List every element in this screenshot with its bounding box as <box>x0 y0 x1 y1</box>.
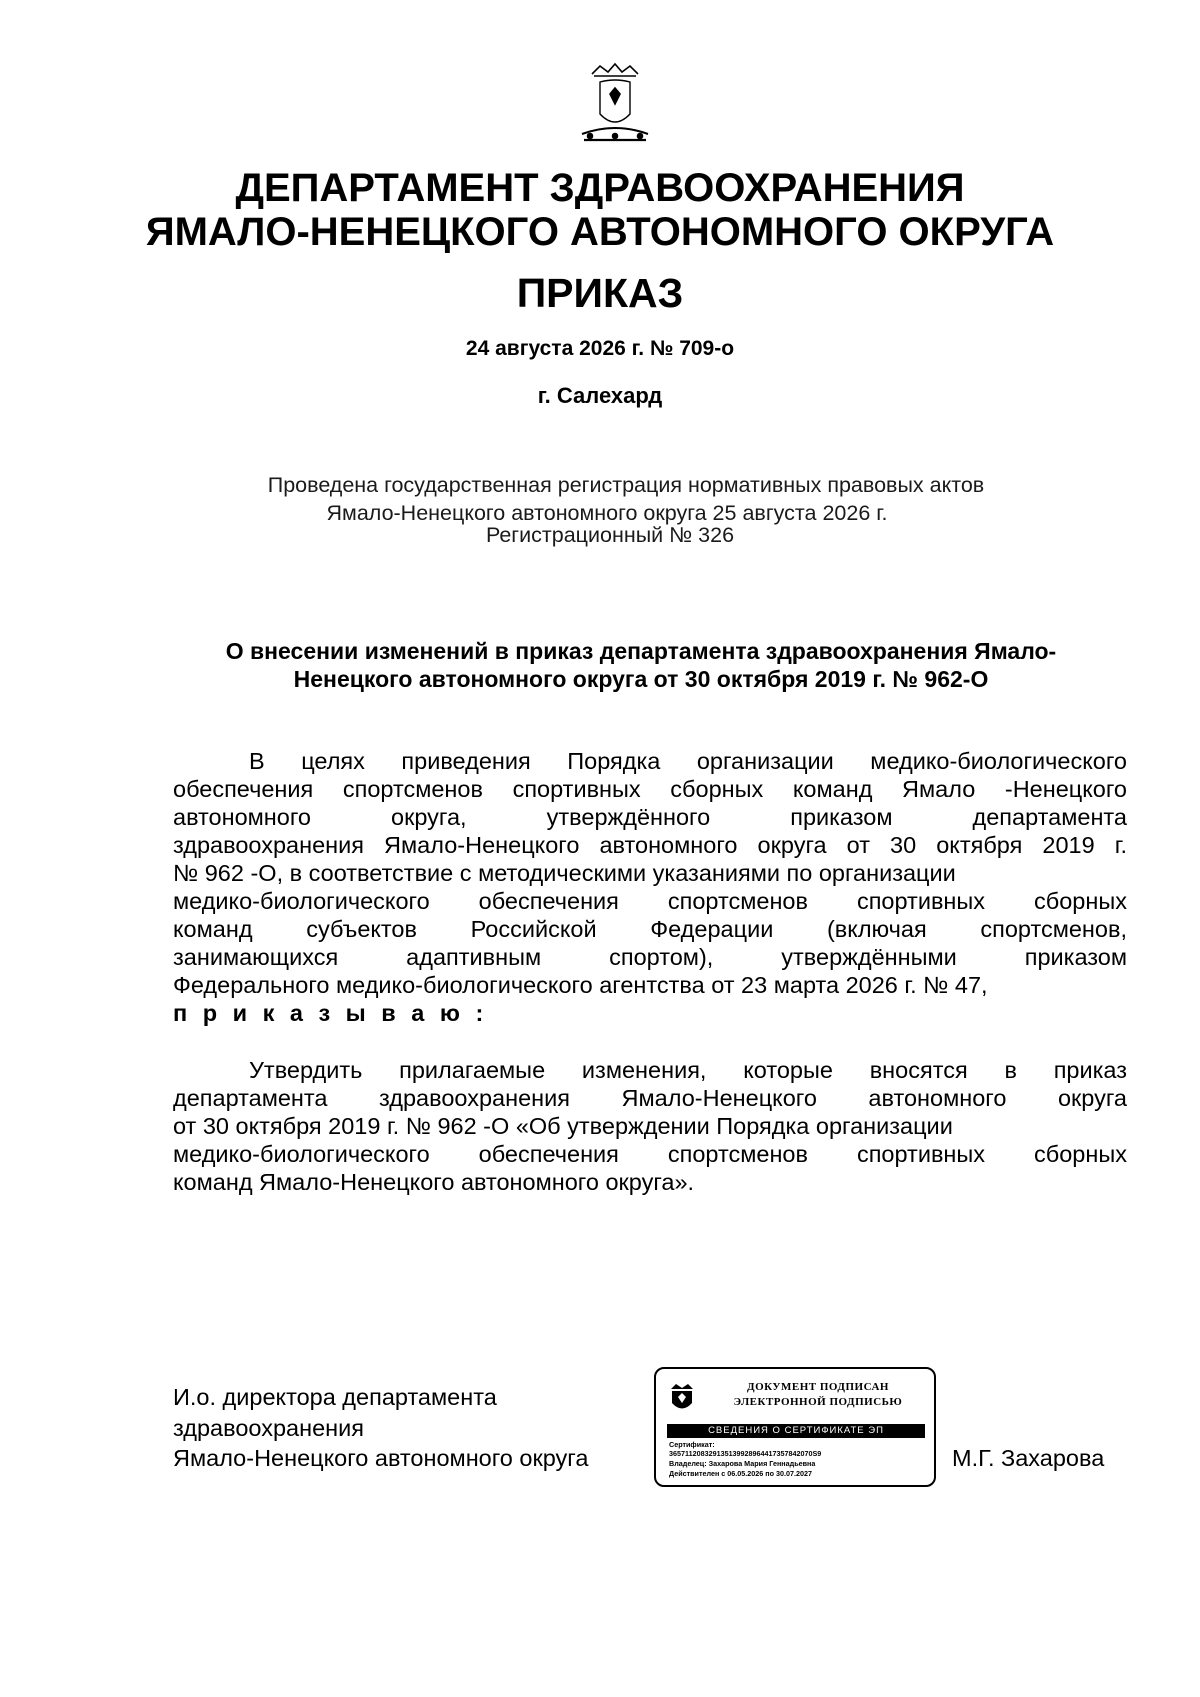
subject-line2: Ненецкого автономного округа от 30 октября 2019 г. № 962-О <box>293 666 989 692</box>
registration-line3: Регистрационный № 326 <box>485 523 735 547</box>
signer-position-line2: здравоохранения <box>173 1415 364 1441</box>
order-date-number: 24 августа 2026 г. № 709-о <box>465 337 735 360</box>
paragraph2-line: департамента здравоохранения Ямало-Ненецкого автономного округа <box>173 1085 1127 1111</box>
paragraph1-line: занимающихся адаптивным спортом), утверждёнными приказом <box>173 944 1127 970</box>
registration-line1: Проведена государственная регистрация нормативных правовых актов <box>267 473 985 497</box>
stamp-cert-label: Сертификат: <box>669 1440 715 1449</box>
stamp-title-line1: ДОКУМЕНТ ПОДПИСАН <box>747 1381 889 1393</box>
signer-position-line3: Ямало-Ненецкого автономного округа <box>173 1445 589 1471</box>
paragraph2-line: команд Ямало-Ненецкого автономного округа». <box>173 1169 695 1195</box>
order-verb: п р и к а з ы в а ю : <box>173 1000 488 1026</box>
paragraph1-line: Федерального медико-биологического агентства от 23 марта 2026 г. № 47, <box>173 972 988 998</box>
stamp-emblem-icon <box>667 1381 697 1415</box>
registration-line2: Ямало-Ненецкого автономного округа 25 августа 2026 г. <box>326 501 888 525</box>
department-name-line2: ЯМАЛО-НЕНЕЦКОГО АВТОНОМНОГО ОКРУГА <box>145 210 1055 254</box>
stamp-owner: Владелец: Захарова Мария Геннадьевна <box>669 1459 816 1468</box>
paragraph1-line: медико-биологического обеспечения спортсменов спортивных сборных <box>173 888 1127 914</box>
paragraph1-line: обеспечения спортсменов спортивных сборных команд Ямало -Ненецкого <box>173 776 1127 802</box>
paragraph1-line: команд субъектов Российской Федерации (включая спортсменов, <box>173 916 1127 942</box>
electronic-signature-stamp <box>654 1367 936 1487</box>
coat-of-arms-emblem <box>570 52 660 152</box>
document-type-title: ПРИКАЗ <box>516 270 684 316</box>
city-name: г. Салехард <box>537 383 663 408</box>
paragraph1-line: В целях приведения Порядка организации медико-биологического <box>249 748 1127 774</box>
signer-name: М.Г. Захарова <box>952 1445 1105 1471</box>
paragraph2-line: от 30 октября 2019 г. № 962 -О «Об утверждении Порядка организации <box>173 1113 953 1139</box>
stamp-certificate-bar: СВЕДЕНИЯ О СЕРТИФИКАТЕ ЭП <box>667 1424 925 1438</box>
paragraph1-line: здравоохранения Ямало-Ненецкого автономного округа от 30 октября 2019 г. <box>173 832 1127 858</box>
paragraph1-line: № 962 -О, в соответствие с методическими указаниями по организации <box>173 860 956 886</box>
department-name-line1: ДЕПАРТАМЕНТ ЗДРАВООХРАНЕНИЯ <box>235 166 965 210</box>
signer-position-line1: И.о. директора департамента <box>173 1384 497 1410</box>
stamp-title-line2: ЭЛЕКТРОННОЙ ПОДПИСЬЮ <box>733 1396 903 1408</box>
subject-line1: О внесении изменений в приказ департамента здравоохранения Ямало- <box>225 638 1057 664</box>
paragraph2-line: медико-биологического обеспечения спортсменов спортивных сборных <box>173 1141 1127 1167</box>
paragraph2-line: Утвердить прилагаемые изменения, которые вносятся в приказ <box>249 1057 1127 1083</box>
stamp-cert-value: 365711208329135139928964417357842070S9 <box>669 1449 822 1458</box>
stamp-validity: Действителен с 06.05.2026 по 30.07.2027 <box>669 1469 812 1478</box>
paragraph1-line: автономного округа, утверждённого приказом департамента <box>173 804 1127 830</box>
